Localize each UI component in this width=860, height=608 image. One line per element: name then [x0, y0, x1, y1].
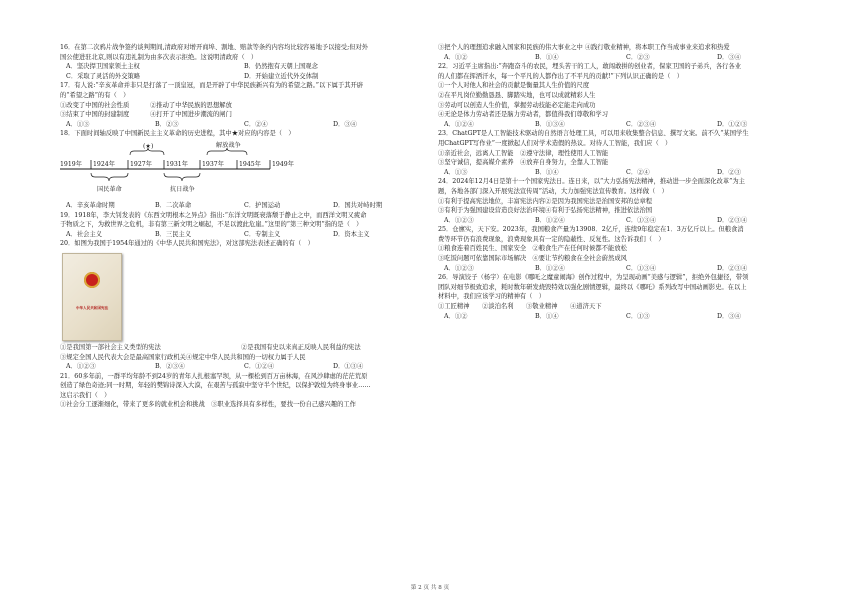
option-a: A．①② [444, 312, 468, 320]
question-22-item: ②在平凡岗位勤勤恳恳、脚踏实地，也可以成就精彩人生 [438, 91, 596, 99]
option-d: D．②③ [717, 168, 741, 176]
option-c: C．②③ [626, 53, 650, 61]
timeline-year: 1927年 [130, 160, 152, 168]
national-emblem-icon [84, 272, 100, 288]
option-a: A．社会主义 [66, 230, 103, 238]
question-17-items [60, 101, 422, 111]
question-19-line: 于物质之下，为救世界之危机，非有第三新文明之崛起，不足以渡此危崖。”这里的“第三种文明”指的是（ ） [60, 221, 363, 229]
option-b: B．①④ [535, 312, 559, 320]
item-1: ①改变了中国的社会性质 [60, 101, 130, 109]
option-d: D．③④ [333, 120, 357, 128]
question-23-items [438, 158, 808, 168]
question-26-line: 团队对细节极致追求，耗时数年研发烧毁特效以强化剧情逻辑，最终以《哪吒》系列改写中国动画影史。在以上 [438, 283, 747, 291]
question-22-item: ①一个人对他人和社会的贡献是衡量其人生价值的尺度 [438, 82, 590, 90]
option-b: B．仍然抱有天朝上国观念 [244, 63, 318, 71]
question-16-options [60, 62, 422, 72]
question-24-line: 题，各地各部门深入开展宪法宣传周”活动，大力加强宪法宣传教育。这样做（ ） [438, 187, 668, 195]
item-4: ④放弃自身努力，全靠人工智能 [520, 159, 609, 167]
option-a: A．坚决捍卫国家领土主权 [66, 63, 140, 71]
question-20-line: 20．如图为我国于1954年通过的《中华人民共和国宪法》，对这部宪法表述正确的有（ ） [60, 240, 314, 248]
question-20-items: ③规定全国人民代表大会是最高国家行政机关④规定中华人民共和国的一切权力属于人民 [60, 353, 306, 361]
question-26-items [438, 302, 808, 312]
option-a: A．①②③ [444, 216, 474, 224]
question-18-line: 18．下面时间轴反映了中国新民主主义革命的历史进程，其中★对应的内容是（ ） [60, 130, 295, 138]
item-2: ②淡泊名利 [482, 303, 514, 311]
option-c: C．①③④ [626, 216, 657, 224]
left-column [60, 43, 422, 410]
question-18-options [60, 201, 422, 211]
option-b: B．①③④ [535, 120, 565, 128]
question-21-line: ③把个人的理想追求融入国家和民族的伟大事业之中 ④践行敬业精神，将本职工作当成事业来追求和热爱 [438, 44, 730, 51]
option-d: D．①②③ [717, 120, 748, 128]
history-timeline [60, 139, 320, 201]
option-d: D．③④ [717, 312, 741, 320]
option-a: A．①③ [444, 168, 468, 176]
option-d: D．资本主义 [333, 230, 370, 238]
option-c: C．②④ [626, 168, 650, 176]
timeline-star-label: (★) [143, 142, 154, 150]
timeline-anti-japanese-war-label: 抗日战争 [170, 185, 195, 193]
option-d: D．开始建立近代外交体制 [244, 72, 319, 80]
question-25-options [438, 264, 808, 274]
question-16-line: 国公使进驻北京,则以有违礼制为由多次表示拒绝。这说明清政府（ ） [60, 53, 258, 61]
question-19-line: 19．1918年，李大钊发表的《东西文明根本之异点》指出:“东洋文明既衰落颓于静止之中，而西洋文明又疲命 [60, 211, 367, 219]
question-24-line: 24．2024年12月4日是第十一个国家宪法日。连日来，以“大力弘扬宪法精神，推动进一步全面深化改革”为主 [438, 178, 745, 186]
option-c: C．②③④ [626, 120, 657, 128]
question-21-line: 这启示我们（ ） [60, 391, 111, 399]
option-b: B．②③ [155, 120, 179, 128]
question-25-line: 费等环节仍有浪费现象，浪费现象具有一定的隐蔽性、反复性。这告诉我们（ ） [438, 235, 665, 243]
timeline-year: 1945年 [239, 160, 261, 168]
question-22-options [438, 120, 808, 130]
page-number-footer: 第 2 页 共 8 页 [410, 585, 450, 591]
timeline-liberation-war-label: 解放战争 [216, 141, 241, 149]
option-c: C．①③④ [626, 264, 657, 272]
option-b: B．②③④ [155, 363, 185, 371]
item-2: ②推动了中华民族的思想解放 [150, 101, 232, 109]
question-21-line: 21．60多年前，一群平均年龄不到24岁的青年人扎根塞罕坝，从一棵松到百万亩林海，在风沙肆虐的茫茫荒原 [60, 372, 368, 380]
option-b: B．二次革命 [155, 201, 192, 209]
question-23-options [438, 168, 808, 178]
item-1: ①亲近社会，远离人工智能 [438, 149, 514, 157]
timeline-year: 1937年 [202, 160, 224, 168]
question-23-items [438, 149, 808, 159]
question-26-line: 材料中，我们应该学习的精神有（ ） [438, 293, 546, 301]
question-17-options [60, 120, 422, 130]
question-22-line: 的人们都在挥洒汗水，每一个平凡的人都作出了不平凡的贡献!”下列认识正确的是（ ） [438, 72, 684, 80]
question-26-line: 26．导演饺子（杨宇）在电影《哪吒之魔童闹海》创作过程中，为呈现动画“美感与逻辑”，拒绝外包捷径，带领 [438, 274, 749, 282]
item-3: ③敬业精神 [526, 303, 558, 311]
timeline-year: 1931年 [166, 160, 188, 168]
question-16-options [60, 72, 422, 82]
option-a: A．①③ [66, 120, 90, 128]
question-26-options [438, 312, 808, 322]
option-c: C．①②④ [244, 363, 275, 371]
question-25-line: 25．仓廪实，天下安。2023年，我国粮食产量为13908．2亿斤，连续9年稳定在1．3万亿斤以上。但粮食消 [438, 226, 744, 234]
option-d: D．①③④ [333, 363, 364, 371]
option-a: A．①②③ [444, 264, 474, 272]
option-b: B．①④ [535, 53, 559, 61]
option-b: B．三民主义 [155, 230, 192, 238]
question-23-line: 23．ChatGPT是人工智能技术驱动的自然语言处理工具，可以用来收集整合信息、撰写文案。前不久“某国学生 [438, 130, 749, 138]
item-1: ①工匠精神 [438, 303, 470, 311]
question-25-item: ③吃饭问题可依靠国际市场解决 ④要让节约粮食在全社会蔚然成风 [438, 255, 627, 263]
item-1: ①是我国第一部社会主义类型的宪法 [60, 343, 161, 351]
question-21-options [438, 53, 808, 63]
question-21-line: ①社会分工逐渐细化，带来了更多的就业机会和挑战 ③职业选择具有多样性，要找一份自己感兴趣的工作 [60, 401, 356, 409]
option-c: C．护国运动 [244, 201, 281, 209]
question-17-line: 17．有人说:“辛亥革命并非只是打落了一顶皇冠，而是开辟了中华民族新兴有为的希望之路。”以下属于其开辟 [60, 82, 364, 90]
option-a: A．①② [444, 53, 468, 61]
option-d: D．国共对峙时期 [333, 201, 383, 209]
timeline-year: 1924年 [93, 160, 115, 168]
question-16-line: 16．在第二次鸦片战争签约谈判期间,清政府对增开商埠、割地、赔款等条约内容均比较容易地予以接受;但对外 [60, 44, 369, 51]
option-d: D．②③④ [717, 216, 748, 224]
question-25-item: ①粮食连着百姓民生、国家安全 ②粮食生产在任何时候都不能放松 [438, 245, 627, 253]
right-column [438, 43, 808, 321]
option-b: B．①②④ [535, 216, 565, 224]
option-c: C．①③ [626, 312, 650, 320]
option-b: B．①④ [535, 168, 559, 176]
option-d: D．②③④ [717, 264, 748, 272]
question-22-item: ③劳动可以创造人生价值，掌握劳动技能必定能走向成功 [438, 101, 596, 109]
item-2: ②是我国有史以来真正反映人民利益的宪法 [241, 343, 361, 351]
book-title: 中华人民共和国宪法 [75, 305, 109, 310]
question-23-line: 用ChatGPT写作业”一度掀起人们对学术造假的热议。对待人工智能，我们应（ ） [438, 139, 672, 147]
item-4: ④道济天下 [570, 303, 602, 311]
question-22-item: ④无论是体力劳动者还是脑力劳动者，都值得我们尊敬和学习 [438, 111, 609, 119]
option-a: A．①②④ [444, 120, 474, 128]
option-c: C．②④ [244, 120, 268, 128]
item-2: ②遵守法律，理性使用人工智能 [520, 149, 609, 157]
option-c: C．采取了灵活的外交策略 [66, 72, 141, 80]
option-d: D．③④ [717, 53, 741, 61]
question-19-options [60, 230, 422, 240]
item-3: ③结束了中国的封建制度 [60, 111, 130, 119]
question-17-line: 的“希望之路”的有（ ） [60, 91, 130, 99]
option-c: C．专制主义 [244, 230, 281, 238]
timeline-national-revolution-label: 国民革命 [97, 185, 122, 193]
question-24-options [438, 216, 808, 226]
item-3: ③坚守诚信，提高媒介素养 [438, 159, 514, 167]
item-4: ④打开了中国进步潮流的闸门 [150, 111, 232, 119]
timeline-year: 1919年 [60, 160, 82, 168]
option-a: A．①②③ [66, 363, 96, 371]
timeline-year: 1949年 [272, 160, 294, 168]
question-21-line: 创造了绿色奇迹;同一时期，年轻的樊锦诗深入大漠，在艰苦与孤寂中坚守半个世纪，以保护敦煌为终身事业…… [60, 382, 371, 390]
question-22-line: 22．习近平主席指出:“奔跑奋斗的农民，埋头苦干的工人，敢闯敢拼的创业者，保家卫国的子弟兵，各行各业 [438, 63, 742, 71]
constitution-book-cover [62, 253, 122, 341]
option-b: B．①②④ [535, 264, 565, 272]
question-20-options [60, 362, 422, 372]
question-17-items [60, 110, 422, 120]
question-24-item: ③有利于为强国建设营造良好法治环境④有利于弘扬宪法精神，推进依法治国 [438, 207, 653, 215]
question-24-item: ①有利于提高宪法地位，丰富宪法内容②是因为我国宪法是治国安邦的总章程 [438, 197, 653, 205]
constitution-image [60, 249, 422, 343]
question-20-items [60, 343, 422, 353]
option-a: A．辛亥革命时期 [66, 201, 115, 209]
